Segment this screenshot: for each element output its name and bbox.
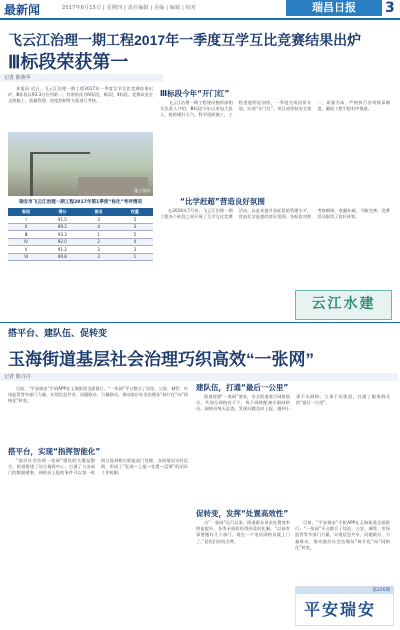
story2-body-1-paragraph: “基层社会治理一张网”建设的关键是整合。街道搭建了综合指挥中心，打通了与各部门的数据壁垒，网格员上报的事件可以第一时间分流到相应职能部门处理，办结情况实时反馈，形成了“发现—上报—处置—反馈”的闭环工作机制。 <box>8 458 188 476</box>
table-cell: 92.0 <box>44 238 80 246</box>
story2-body-1 <box>8 458 188 626</box>
table-cell: 89.2 <box>44 223 80 231</box>
table-cell: 5 <box>117 216 153 223</box>
table-cell: 93.3 <box>44 231 80 239</box>
table-cell: 3 <box>81 216 117 223</box>
table-cell: 5 <box>117 231 153 239</box>
table-cell: Ⅳ <box>8 238 44 246</box>
story1-intro-paragraph: 本报讯 近日，飞云江治理一期工程2017年一季度互学互比竞赛结果出炉，Ⅲ标段以93.3分位列第一。其余依次为Ⅳ标段、Ⅰ标段、Ⅱ标段。竞赛从安全文明施工、质量管理、进度控制等方面进行考核。 <box>8 86 153 104</box>
crane-shape <box>30 152 33 196</box>
table-header: 排名 <box>81 208 117 216</box>
table-cell: 4 <box>81 223 117 231</box>
story2-byline: 记者 陈丹丹 <box>0 373 398 381</box>
table-cell: 3 <box>81 253 117 261</box>
story2-headline: 玉海街道基层社会治理巧织高效“一张网” <box>8 350 314 369</box>
table-header: 得分 <box>44 208 80 216</box>
story2-subhead-1: 搭平台，实现“指挥智能化” <box>8 447 101 456</box>
table-cell: 3 <box>117 223 153 231</box>
table-cell: 90.8 <box>44 253 80 261</box>
construction-photo <box>8 132 153 196</box>
story-divider <box>0 322 400 323</box>
table-cell: 3 <box>81 246 117 254</box>
story2-body-3 <box>196 520 290 624</box>
table-row <box>8 246 153 254</box>
story2-subhead-3: 促转变，发挥“处置高效性” <box>196 509 289 518</box>
story2-body-2-paragraph: 街道按照“一张网”要求，对全街道进行网格划分，共划分网格若干个，每个网格配备专职网格员。网格员每天巡查，发现问题及时上报，做到小事不出网格、大事不出街道，打通了服务群众的“最后一公里”。 <box>196 394 390 412</box>
story1-byline: 记者 陈燕华 <box>0 74 163 82</box>
story1-body-1 <box>160 100 390 190</box>
pingan-issue-label: 第226期 <box>296 587 393 594</box>
table-cell: 91.2 <box>44 246 80 254</box>
story1-subhead-1: Ⅲ标段今年“开门红” <box>160 89 230 98</box>
table-cell: Ⅴ <box>8 246 44 254</box>
table-header: 标段 <box>8 208 44 216</box>
table-cell: Ⅰ <box>8 216 44 223</box>
story1-body-1-paragraph: 飞云江治理一期工程建设指挥部相关负责人介绍，Ⅲ标段今年以来加大投入，抢抓晴好天气，科学组织施工，工程进度明显加快，一季度完成投资计划，实现“开门红”。项目部坚持安全第一、质量为本，严格执行各项规章制度，确保工程平稳有序推进。 <box>160 100 390 118</box>
story2-subhead-2: 建队伍，打通“最后一公里” <box>196 383 289 392</box>
table-row <box>8 238 153 246</box>
table-cell: 1 <box>117 253 153 261</box>
story2-intro <box>8 386 188 442</box>
table-cell: Ⅱ <box>8 223 44 231</box>
newspaper-brand: 瑞昌日报 <box>286 0 382 16</box>
yunjiang-ad <box>295 290 392 320</box>
score-table-title: 瑞安市飞云江治理一期工程2017年第1季度“标化”考评情况 <box>18 200 143 205</box>
score-table <box>8 208 153 261</box>
table-cell: 2 <box>81 238 117 246</box>
table-cell: 3 <box>117 246 153 254</box>
story1-body-2 <box>160 208 390 286</box>
story2-body-3-continued <box>295 520 390 582</box>
story2-intro-paragraph: 目前，“平安瑞安”手机APP在玉海街道全面推行。“一张网”平台整合了综治、公安、城管、市场监管等多部门力量，实现信息共享、问题联办、力量联动，推动基层社会治理从“碎片化”向“网格化”转变。 <box>8 386 188 404</box>
story2-body-2 <box>196 394 390 502</box>
story2-kicker: 搭平台、建队伍、促转变 <box>8 329 108 339</box>
table-cell: 1 <box>81 231 117 239</box>
pingan-ad-text: 平安瑞安 <box>304 602 377 619</box>
story2-body-3-paragraph: 自“一张网”运行以来，街道群众诉求处置效率明显提升，各类矛盾纠纷得到及时化解。“以前有事要跑好几个部门，现在一个电话网格员就上门了。”居民们纷纷点赞。 <box>196 520 290 544</box>
table-cell: Ⅵ <box>8 253 44 261</box>
story2-body-3-continued-paragraph: 目前，“平安瑞安”手机APP在玉海街道全面推行。“一张网”平台整合了综治、公安、城管、市场监管等多部门力量，实现信息共享、问题联办、力量联动，推动基层社会治理从“碎片化”向“网格化”转变。 <box>295 520 390 550</box>
story1-kicker-headline: 飞云江治理一期工程2017年一季度互学互比竞赛结果出炉 <box>8 32 362 48</box>
table-row <box>8 231 153 239</box>
section-tag: 最新闻 <box>4 3 41 17</box>
crane-arm-shape <box>30 152 90 154</box>
pingan-ruian-ad <box>295 586 394 626</box>
story1-body-2-paragraph: 在2016年7月份，飞云江治理一期工程各个标段之间开展了互学互比竞赛活动，以此来提升各标段的管理水平，营造比学赶超的良好氛围。各标段对照考核细则，查漏补缺，不断完善，竞赛活动取得了良好成效。 <box>160 208 390 220</box>
table-cell: 4 <box>117 238 153 246</box>
yunjiang-ad-text: 云江水建 <box>311 297 376 312</box>
photo-caption: 施工现场 <box>134 188 150 193</box>
dateline: 2017年6月15日 | 星期四 | 责任编辑 | 美编 | 编辑 | 校对 <box>62 5 197 11</box>
table-row <box>8 253 153 261</box>
story1-subhead-2: “比学赶超”营造良好氛围 <box>180 197 265 206</box>
table-cell: 91.5 <box>44 216 80 223</box>
table-row <box>8 216 153 223</box>
table-header: 权重 <box>117 208 153 216</box>
page-number: 3 <box>385 0 395 16</box>
score-table-block <box>8 200 153 318</box>
table-cell: Ⅲ <box>8 231 44 239</box>
table-row <box>8 223 153 231</box>
story1-main-headline: Ⅲ标段荣获第一 <box>8 52 129 72</box>
